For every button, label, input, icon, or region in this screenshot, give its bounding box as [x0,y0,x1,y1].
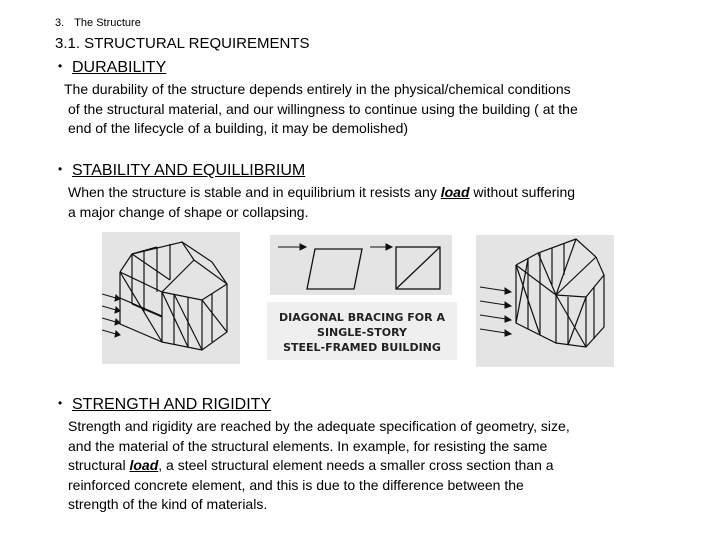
paragraph-line: end of the lifecycle of a building, it may be demolished) [68,120,409,136]
page-title: 3.1. STRUCTURAL REQUIREMENTS [55,35,310,52]
heading-label: DURABILITY [72,59,167,76]
section-heading-strength [58,396,271,414]
paragraph-line: When the structure is stable and in equilibrium it resists any load without suffering [68,184,576,200]
stability-paragraph [68,183,575,222]
breadcrumb-number: 3. [55,17,65,29]
heading-label: STRENGTH AND RIGIDITY [72,396,272,413]
caption-line: STEEL-FRAMED BUILDING [283,341,441,354]
breadcrumb-text: The Structure [74,17,141,29]
figure-bracing-squares [270,235,452,295]
load-keyword: load [440,184,470,200]
paragraph-line: of the structural material, and our willingness to continue using the building ( at the [68,100,578,117]
figure-building-right [476,235,614,367]
paragraph-line: strength of the kind of materials. [68,496,268,512]
figure-caption [267,310,457,355]
section-heading-stability [58,162,305,180]
strength-paragraph [68,417,570,515]
paragraph-line: and the material of the structural elements. In example, for resisting the same [68,437,548,454]
paragraph-line: structural load, a steel structural element needs a smaller cross section than a [68,457,554,473]
braced-building-icon [476,235,614,367]
steel-frame-building-icon [102,232,240,364]
bullet-icon: • [58,396,63,410]
durability-paragraph [64,80,578,139]
bullet-icon: • [58,162,63,176]
bullet-icon: • [58,59,63,73]
load-keyword: load [129,457,159,473]
caption-line: DIAGONAL BRACING FOR A [279,311,445,324]
paragraph-line: reinforced concrete element, and this is due to the difference between the [68,476,524,493]
breadcrumb [55,17,141,29]
caption-line: SINGLE-STORY [317,326,407,339]
paragraph-line: a major change of shape or collapsing. [68,203,309,220]
paragraph-line: Strength and rigidity are reached by the adequate specification of geometry, size, [68,418,570,434]
bracing-squares-icon [270,235,452,295]
figure-building-left [102,232,240,364]
section-heading-durability [58,59,166,77]
heading-label: STABILITY AND EQUILLIBRIUM [72,162,306,179]
paragraph-line: The durability of the structure depends entirely in the physical/chemical conditions [64,81,571,97]
